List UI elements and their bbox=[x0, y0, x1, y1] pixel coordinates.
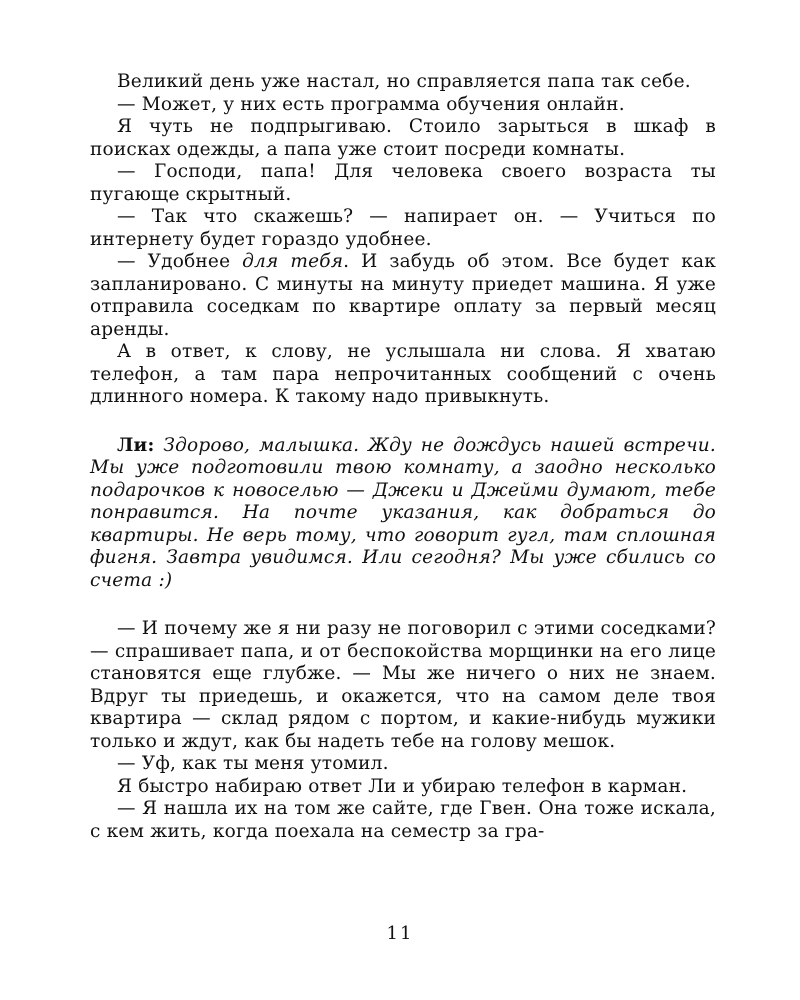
message-text: Здорово, малышка. Жду не дождусь нашей встречи. Мы уже подготовили твою комнату, а заодно несколько подарочков к новоселью — Джеки и Джейми думают, тебе понравится. На почте указания, как добраться до квартиры. Не верь тому, что говорит гугл, там сплошная фигня. Завтра увидимся. Или сегодня? Мы уже сбились со счета :) bbox=[90, 434, 716, 591]
paragraph-start: — Удобнее bbox=[117, 251, 243, 272]
paragraph: — Так что скажешь? — напирает он. — Учиться по интернету будет гораздо удобнее. bbox=[90, 206, 716, 250]
paragraph: Великий день уже настал, но справляется папа так себе. bbox=[117, 71, 691, 92]
book-page-text bbox=[90, 71, 716, 843]
paragraph: — И почему же я ни разу не поговорил с этими соседками? — спрашивает папа, и от беспокойства морщинки на его лице становятся еще глубже. — Мы же ничего о них не знаем. Вдруг ты приедешь, и окажется, что на самом деле твоя квартира — склад рядом с портом, и какие-нибудь мужики только и ждут, как бы надеть тебе на голову мешок. bbox=[90, 618, 716, 752]
paragraph: Я быстро набираю ответ Ли и убираю телефон в карман. bbox=[117, 775, 688, 797]
paragraph: Я чуть не подпрыгиваю. Стоило зарыться в шкаф в поисках одежды, а папа уже стоит посреди комнаты. bbox=[90, 116, 716, 160]
paragraph: — Может, у них есть программа обучения онлайн. bbox=[117, 93, 625, 115]
paragraph: — Уф, как ты меня утомил. bbox=[117, 753, 389, 774]
paragraph-with-emphasis bbox=[90, 251, 716, 341]
paragraph: — Я нашла их на том же сайте, где Гвен. Она тоже искала, с кем жить, когда поехала на семестр за гра- bbox=[90, 798, 716, 842]
paragraph-end: . И забудь об этом. Все будет как запланировано. С минуты на минуту приедет машина. Я уже отправила соседкам по квартире оплату за первый месяц аренды. bbox=[90, 251, 717, 340]
text-message bbox=[90, 435, 716, 593]
page-number: 11 bbox=[386, 923, 414, 944]
paragraph: А в ответ, к слову, не услышала ни слова. Я хватаю телефон, а там пара непрочитанных сообщений с очень длинного номера. К такому надо привыкнуть. bbox=[90, 341, 716, 407]
message-sender: Ли: bbox=[117, 434, 155, 456]
emphasis-text: для тебя bbox=[242, 251, 344, 272]
paragraph: — Господи, папа! Для человека своего возраста ты пугающе скрытный. bbox=[90, 161, 716, 205]
